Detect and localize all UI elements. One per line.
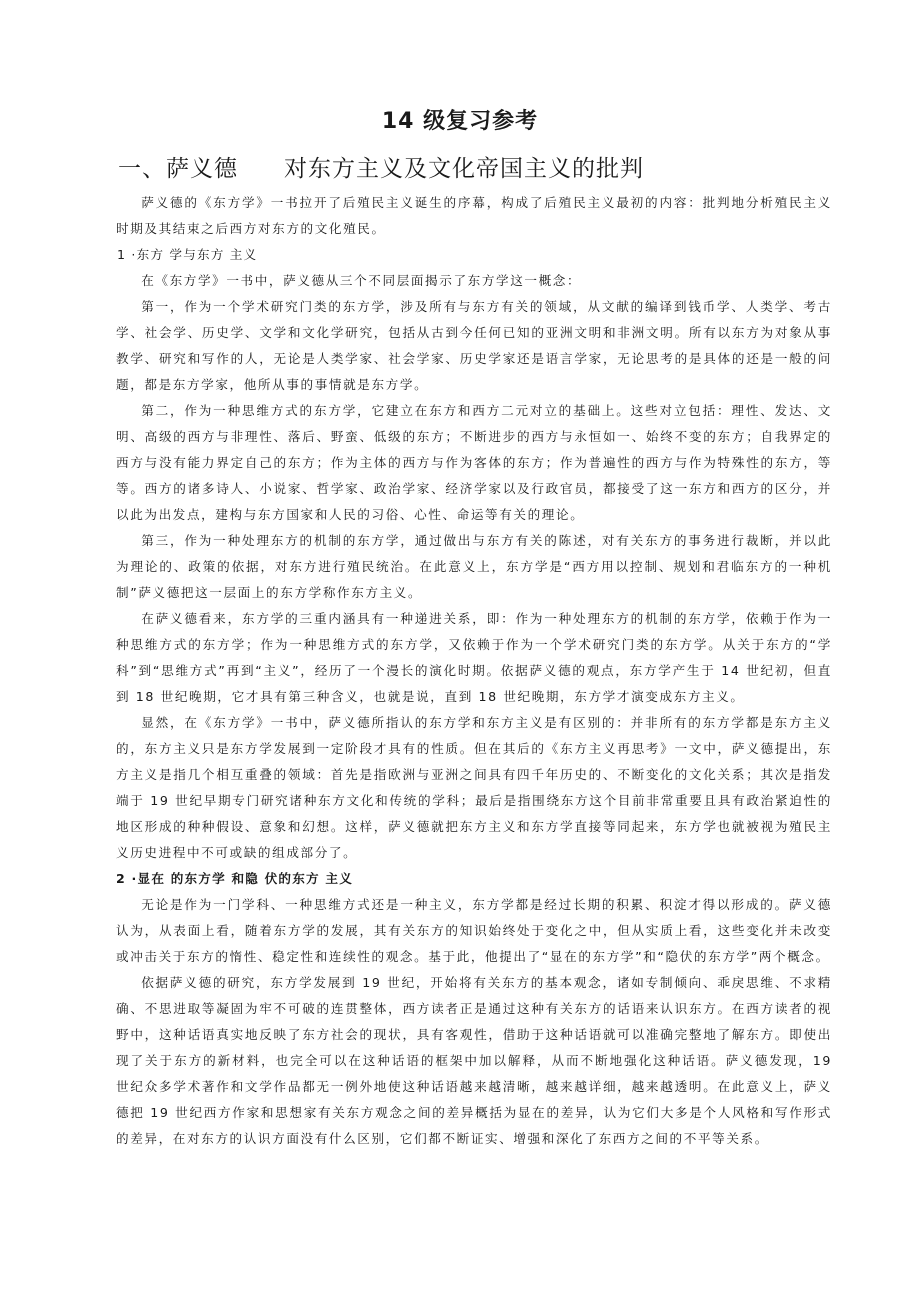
paragraph: 第三，作为一种处理东方的机制的东方学，通过做出与东方有关的陈述，对有关东方的事务进行裁断，并以此为理论的、政策的依据，对东方进行殖民统治。在此意义上，东方学是“西方用以控制、规划和君临东方的一种机制”萨义德把这一层面上的东方学称作东方主义。 xyxy=(116,533,832,600)
paragraph: 显然，在《东方学》一书中，萨义德所指认的东方学和东方主义是有区别的：并非所有的东方学都是东方主义的，东方主义只是东方学发展到一定阶段才具有的性质。但在其后的《东方主义再思考》一文中，萨义德提出，东方主义是指几个相互重叠的领域：首先是指欧洲与亚洲之间具有四千年历史的、不断变化的文化关系；其次是指发端于 19 世纪早期专门研究诸种东方文化和传统的学科；最后是指围绕东方这个目前非常重要且具有政治紧迫性的地区形成的种种假设、意象和幻想。这样，萨义德就把东方主义和东方学直接等同起来，东方学也就被视为殖民主义历史进程中不可或缺的组成部分了。 xyxy=(116,715,832,860)
paragraph: 在萨义德看来，东方学的三重内涵具有一种递进关系，即：作为一种处理东方的机制的东方学，依赖于作为一种思维方式的东方学；作为一种思维方式的东方学，又依赖于作为一个学术研究门类的东方学。从关于东方的“学科”到“思维方式”再到“主义”，经历了一个漫长的演化时期。依据萨义德的观点，东方学产生于 14 世纪初，但直到 18 世纪晚期，它才具有第三种含义，也就是说，直到 18 世纪晚期，东方学才演变成东方主义。 xyxy=(116,611,832,704)
paragraph: 第一，作为一个学术研究门类的东方学，涉及所有与东方有关的领域，从文献的编译到钱币学、人类学、考古学、社会学、历史学、文学和文化学研究，包括从古到今任何已知的亚洲文明和非洲文明。所有以东方为对象从事教学、研究和写作的人，无论是人类学家、社会学家、历史学家还是语言学家，无论思考的是具体的还是一般的问题，都是东方学家，他所从事的事情就是东方学。 xyxy=(116,299,832,392)
section-heading-right: 对东方主义及文化帝国主义的批判 xyxy=(284,156,644,182)
paragraph: 依据萨义德的研究，东方学发展到 19 世纪，开始将有关东方的基本观念，诸如专制倾向、乖戾思维、不求精确、不思进取等凝固为牢不可破的连贯整体，西方读者正是通过这种有关东方的话语来认识东方。在西方读者的视野中，这种话语真实地反映了东方社会的现状，具有客观性，借助于这种话语就可以准确完整地了解东方。即使出现了关于东方的新材料，也完全可以在这种话语的框架中加以解释，从而不断地强化这种话语。萨义德发现，19 世纪众多学术著作和文学作品都无一例外地使这种话语越来越清晰，越来越详细，越来越透明。在此意义上，萨义德把 19 世纪西方作家和思想家有关东方观念之间的差异概括为显在的差异，认为它们大多是个人风格和写作形式的差异，在对东方的认识方面没有什么区别，它们都不断证实、增强和深化了东西方之间的不平等关系。 xyxy=(116,975,832,1146)
paragraph: 第二，作为一种思维方式的东方学，它建立在东方和西方二元对立的基础上。这些对立包括：理性、发达、文明、高级的西方与非理性、落后、野蛮、低级的东方；不断进步的西方与永恒如一、始终不变的东方；自我界定的西方与没有能力界定自己的东方；作为主体的西方与作为客体的东方；作为普遍性的西方与作为特殊性的东方，等等。西方的诸多诗人、小说家、哲学家、政治学家、经济学家以及行政官员，都接受了这一东方和西方的区分，并以此为出发点，建构与东方国家和人民的习俗、心性、命运等有关的理论。 xyxy=(116,403,832,522)
paragraph: 萨义德的《东方学》一书拉开了后殖民主义诞生的序幕，构成了后殖民主义最初的内容：批判地分析殖民主义时期及其结束之后西方对东方的文化殖民。 xyxy=(116,195,832,236)
document-body xyxy=(116,190,832,1152)
page-title: 14 级复习参考 xyxy=(381,109,539,134)
subheading: 2 ·显在 的东方学 和隐 伏的东方 主义 xyxy=(116,871,353,886)
paragraph: 在《东方学》一书中，萨义德从三个不同层面揭示了东方学这一概念： xyxy=(141,273,582,288)
paragraph: 无论是作为一门学科、一种思维方式还是一种主义，东方学都是经过长期的积累、积淀才得以形成的。萨义德认为，从表面上看，随着东方学的发展，其有关东方的知识始终处于变化之中，但从实质上看，这些变化并未改变或冲击关于东方的惰性、稳定性和连续性的观念。基于此，他提出了“显在的东方学”和“隐伏的东方学”两个概念。 xyxy=(116,897,832,964)
subheading: 1 ·东方 学与东方 主义 xyxy=(117,247,258,262)
section-heading xyxy=(118,150,644,183)
section-heading-left: 一、萨义德 xyxy=(118,156,238,182)
